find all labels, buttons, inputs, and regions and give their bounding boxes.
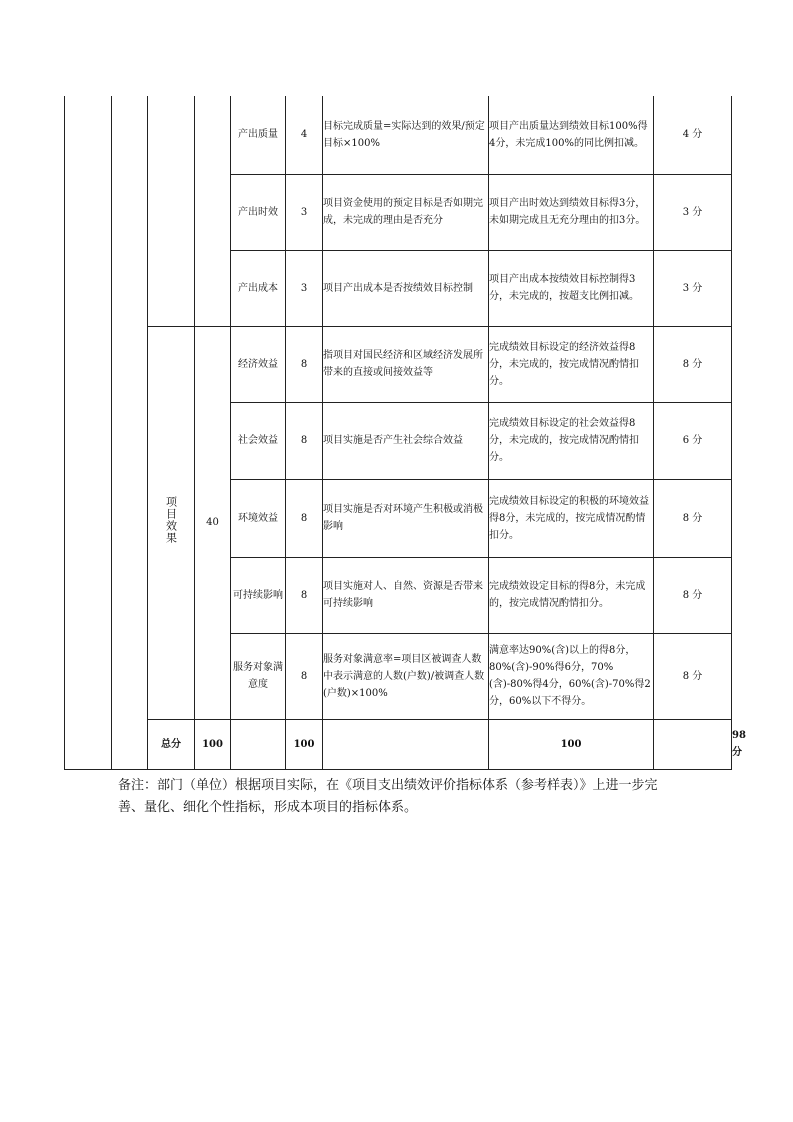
indicator-description: 项目实施对人、自然、资源是否带来可持续影响	[323, 557, 489, 633]
indicator-score: 4 分	[654, 96, 732, 174]
evaluation-table	[64, 96, 746, 770]
total-row: 总分 100 100 100 98 分	[65, 719, 732, 769]
level1-cell	[65, 96, 112, 769]
indicator-description: 项目资金使用的预定目标是否如期完成，未完成的理由是否充分	[323, 174, 489, 250]
indicator-weight: 4	[286, 96, 323, 174]
indicator-score: 8 分	[654, 557, 732, 633]
scoring-standard: 项目产出质量达到绩效目标100%得4分，未完成100%的同比例扣减。	[489, 96, 654, 174]
indicator-name: 产出时效	[231, 174, 286, 250]
indicator-weight: 8	[286, 402, 323, 479]
indicator-description: 服务对象满意率=项目区被调查人数中表示满意的人数(户数)/被调查人数(户数)×100%	[323, 633, 489, 719]
total-empty-cell	[654, 719, 732, 769]
indicator-weight: 8	[286, 479, 323, 557]
indicator-name: 产出质量	[231, 96, 286, 174]
output-group-cell	[148, 96, 195, 326]
scoring-standard: 完成绩效目标设定的社会效益得8分，未完成的，按完成情况酌情扣分。	[489, 402, 654, 479]
effect-group-weight: 40	[195, 326, 231, 719]
effect-group-label	[148, 326, 195, 719]
indicator-description: 指项目对国民经济和区域经济发展所带来的直接或间接效益等	[323, 326, 489, 402]
total-empty-cell	[231, 719, 286, 769]
level1-weight-cell	[112, 96, 148, 769]
indicator-name: 可持续影响	[231, 557, 286, 633]
scoring-standard: 项目产出成本按绩效目标控制得3分，未完成的，按超支比例扣减。	[489, 250, 654, 326]
indicator-score: 6 分	[654, 402, 732, 479]
indicator-name: 经济效益	[231, 326, 286, 402]
scoring-standard: 项目产出时效达到绩效目标得3分，未如期完成且无充分理由的扣3分。	[489, 174, 654, 250]
scoring-standard: 满意率达90%(含)以上的得8分，80%(含)-90%得6分，70%(含)-80%得4分，60%(含)-70%得2分，60%以下不得分。	[489, 633, 654, 719]
indicator-name: 环境效益	[231, 479, 286, 557]
scoring-standard: 完成绩效目标设定的积极的环境效益得8分，未完成的，按完成情况酌情扣分。	[489, 479, 654, 557]
total-empty-cell	[323, 719, 489, 769]
indicator-weight: 8	[286, 326, 323, 402]
indicator-weight: 3	[286, 174, 323, 250]
indicator-description: 项目实施是否产生社会综合效益	[323, 402, 489, 479]
indicator-score: 8 分	[654, 633, 732, 719]
indicator-description: 项目实施是否对环境产生积极或消极影响	[323, 479, 489, 557]
effect-group-text: 项目效果	[164, 495, 178, 544]
indicator-weight: 3	[286, 250, 323, 326]
scoring-standard: 完成绩效目标设定的经济效益得8分，未完成的，按完成情况酌情扣分。	[489, 326, 654, 402]
total-label: 总分	[148, 719, 195, 769]
indicator-weight: 8	[286, 557, 323, 633]
table-row	[65, 326, 732, 402]
indicator-description: 项目产出成本是否按绩效目标控制	[323, 250, 489, 326]
indicator-name: 社会效益	[231, 402, 286, 479]
indicator-score: 3 分	[654, 250, 732, 326]
scoring-standard: 完成绩效设定目标的得8分，未完成的，按完成情况酌情扣分。	[489, 557, 654, 633]
footnote: 备注：部门（单位）根据项目实际，在《项目支出绩效评价指标体系（参考样表）》上进一步完善、量化、细化个性指标，形成本项目的指标体系。	[118, 778, 658, 815]
indicator-score: 8 分	[654, 479, 732, 557]
indicator-description: 目标完成质量=实际达到的效果/预定目标×100%	[323, 96, 489, 174]
total-value: 100	[489, 719, 654, 769]
output-group-weight-cell	[195, 96, 231, 326]
indicator-weight: 8	[286, 633, 323, 719]
total-value: 100	[286, 719, 323, 769]
indicator-score: 8 分	[654, 326, 732, 402]
total-value: 100	[195, 719, 231, 769]
indicator-score: 3 分	[654, 174, 732, 250]
table-row	[65, 96, 732, 174]
indicator-name: 产出成本	[231, 250, 286, 326]
indicator-name: 服务对象满意度	[231, 633, 286, 719]
